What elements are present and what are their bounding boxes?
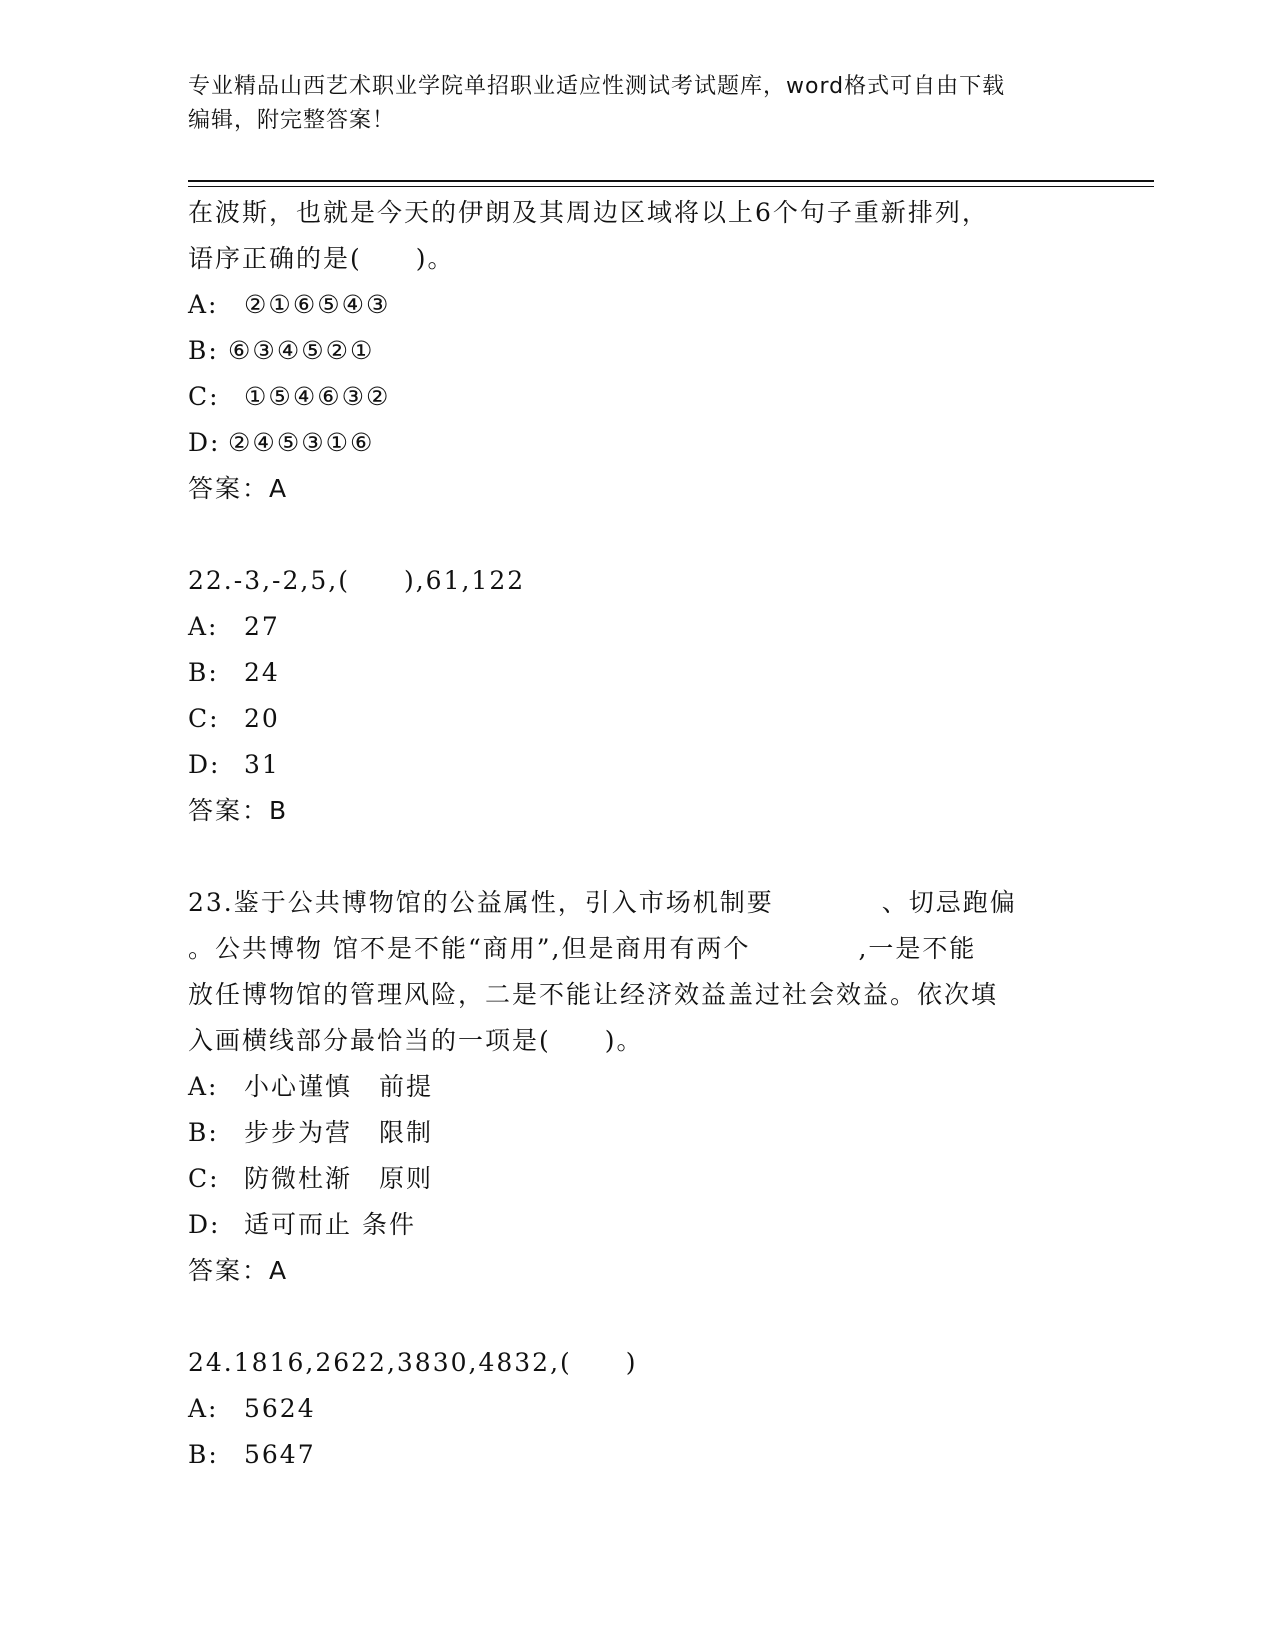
question-text-line: 23.鉴于公共博物馆的公益属性，引入市场机制要 、切忌跑偏 [188,888,1017,917]
question-text-line: 22.-3,-2,5,( ),61,122 [188,566,526,595]
option-label: B: [188,1118,219,1147]
option-label: B: [188,658,219,687]
question-text-line: 入画横线部分最恰当的一项是( )。 [188,1026,644,1055]
spacer [188,1294,1068,1340]
header-line-2: 编辑，附完整答案！ [188,108,396,133]
option-d [188,1202,1068,1248]
question-22 [188,558,1068,834]
option-label: D: [188,428,221,457]
option-a [188,1386,1068,1432]
option-text: 5647 [244,1440,316,1469]
option-label: C: [188,1164,220,1193]
answer: 答案：A [188,1256,289,1285]
option-label: C: [188,704,220,733]
option-label: C: [188,382,220,411]
option-text: 20 [244,704,280,733]
question-text-line: 。公共博物 馆不是不能“商用”,但是商用有两个 ,一是不能 [188,934,977,963]
question-text-line: 语序正确的是( )。 [188,244,455,273]
question-21 [188,190,1068,512]
option-b [188,1110,1068,1156]
option-text: 31 [244,750,280,779]
option-label: B: [188,336,219,365]
option-text: ②①⑥⑤④③ [244,290,391,319]
option-label: B: [188,1440,219,1469]
option-c [188,374,1068,420]
option-d [188,420,1068,466]
question-text-line: 24.1816,2622,3830,4832,( ) [188,1348,638,1377]
option-label: A: [188,1072,219,1101]
option-c [188,696,1068,742]
option-label: A: [188,1394,219,1423]
option-a [188,604,1068,650]
option-text: ⑥③④⑤②① [228,336,375,365]
option-text: 小心谨慎 前提 [244,1072,434,1101]
option-label: D: [188,750,221,779]
question-24 [188,1340,1068,1478]
document-body [188,190,1068,1478]
option-b [188,1432,1068,1478]
spacer [188,834,1068,880]
option-d [188,742,1068,788]
header-line-1: 专业精品山西艺术职业学院单招职业适应性测试考试题库，word格式可自由下载 [188,74,1006,99]
document-header [188,70,1068,138]
answer: 答案：A [188,474,289,503]
option-b [188,650,1068,696]
option-text: 5624 [244,1394,316,1423]
option-label: D: [188,1210,221,1239]
option-text: ②④⑤③①⑥ [228,428,375,457]
spacer [188,512,1068,558]
option-b [188,328,1068,374]
option-label: A: [188,612,219,641]
option-a [188,282,1068,328]
option-a [188,1064,1068,1110]
option-text: 适可而止 条件 [244,1210,416,1239]
option-text: 防微杜渐 原则 [244,1164,434,1193]
option-label: A: [188,290,219,319]
header-divider-thin [188,186,1154,187]
option-c [188,1156,1068,1202]
question-23 [188,880,1068,1294]
header-divider-thick [188,180,1154,182]
option-text: ①⑤④⑥③② [244,382,391,411]
question-text-line: 在波斯，也就是今天的伊朗及其周边区域将以上6个句子重新排列， [188,198,989,227]
option-text: 24 [244,658,280,687]
answer: 答案：B [188,796,289,825]
option-text: 27 [244,612,280,641]
question-text-line: 放任博物馆的管理风险，二是不能让经济效益盖过社会效益。依次填 [188,980,999,1009]
option-text: 步步为营 限制 [244,1118,434,1147]
